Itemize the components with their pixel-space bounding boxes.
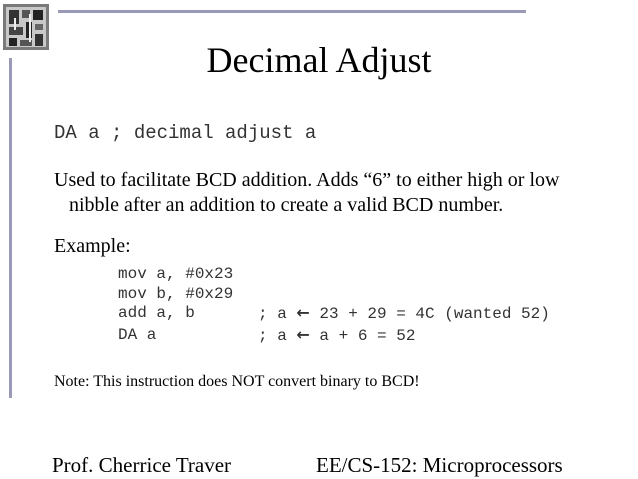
footer-author: Prof. Cherrice Traver — [52, 453, 232, 477]
left-arrow-icon: ← — [296, 325, 310, 344]
code-line-2: mov b, #0x29 — [118, 285, 234, 303]
instruction-syntax: DA a ; decimal adjust a — [54, 122, 317, 144]
code-comment-4 — [258, 326, 415, 345]
slide-title: Decimal Adjust — [206, 40, 432, 80]
comment-body: a + 6 = 52 — [309, 327, 416, 345]
footer-course: EE/CS-152: Microprocessors — [316, 453, 563, 477]
code-line-4: DA a — [118, 326, 157, 344]
code-line-1: mov a, #0x23 — [118, 265, 234, 283]
description — [54, 168, 614, 218]
left-arrow-icon: ← — [296, 303, 310, 322]
comment-prefix: ; a — [258, 327, 297, 345]
side-rule — [9, 58, 12, 398]
top-rule — [58, 10, 526, 13]
comment-prefix: ; a — [258, 305, 297, 323]
description-line-2: nibble after an addition to create a valid BCD number. — [69, 194, 504, 216]
note: Note: This instruction does NOT convert binary to BCD! — [54, 373, 420, 390]
code-comment-3 — [258, 304, 550, 323]
description-line-1: Used to facilitate BCD addition. Adds “6” to either high or low — [54, 169, 560, 191]
comment-body: 23 + 29 = 4C (wanted 52) — [309, 305, 550, 323]
example-label: Example: — [54, 235, 131, 257]
code-line-3: add a, b — [118, 304, 195, 322]
